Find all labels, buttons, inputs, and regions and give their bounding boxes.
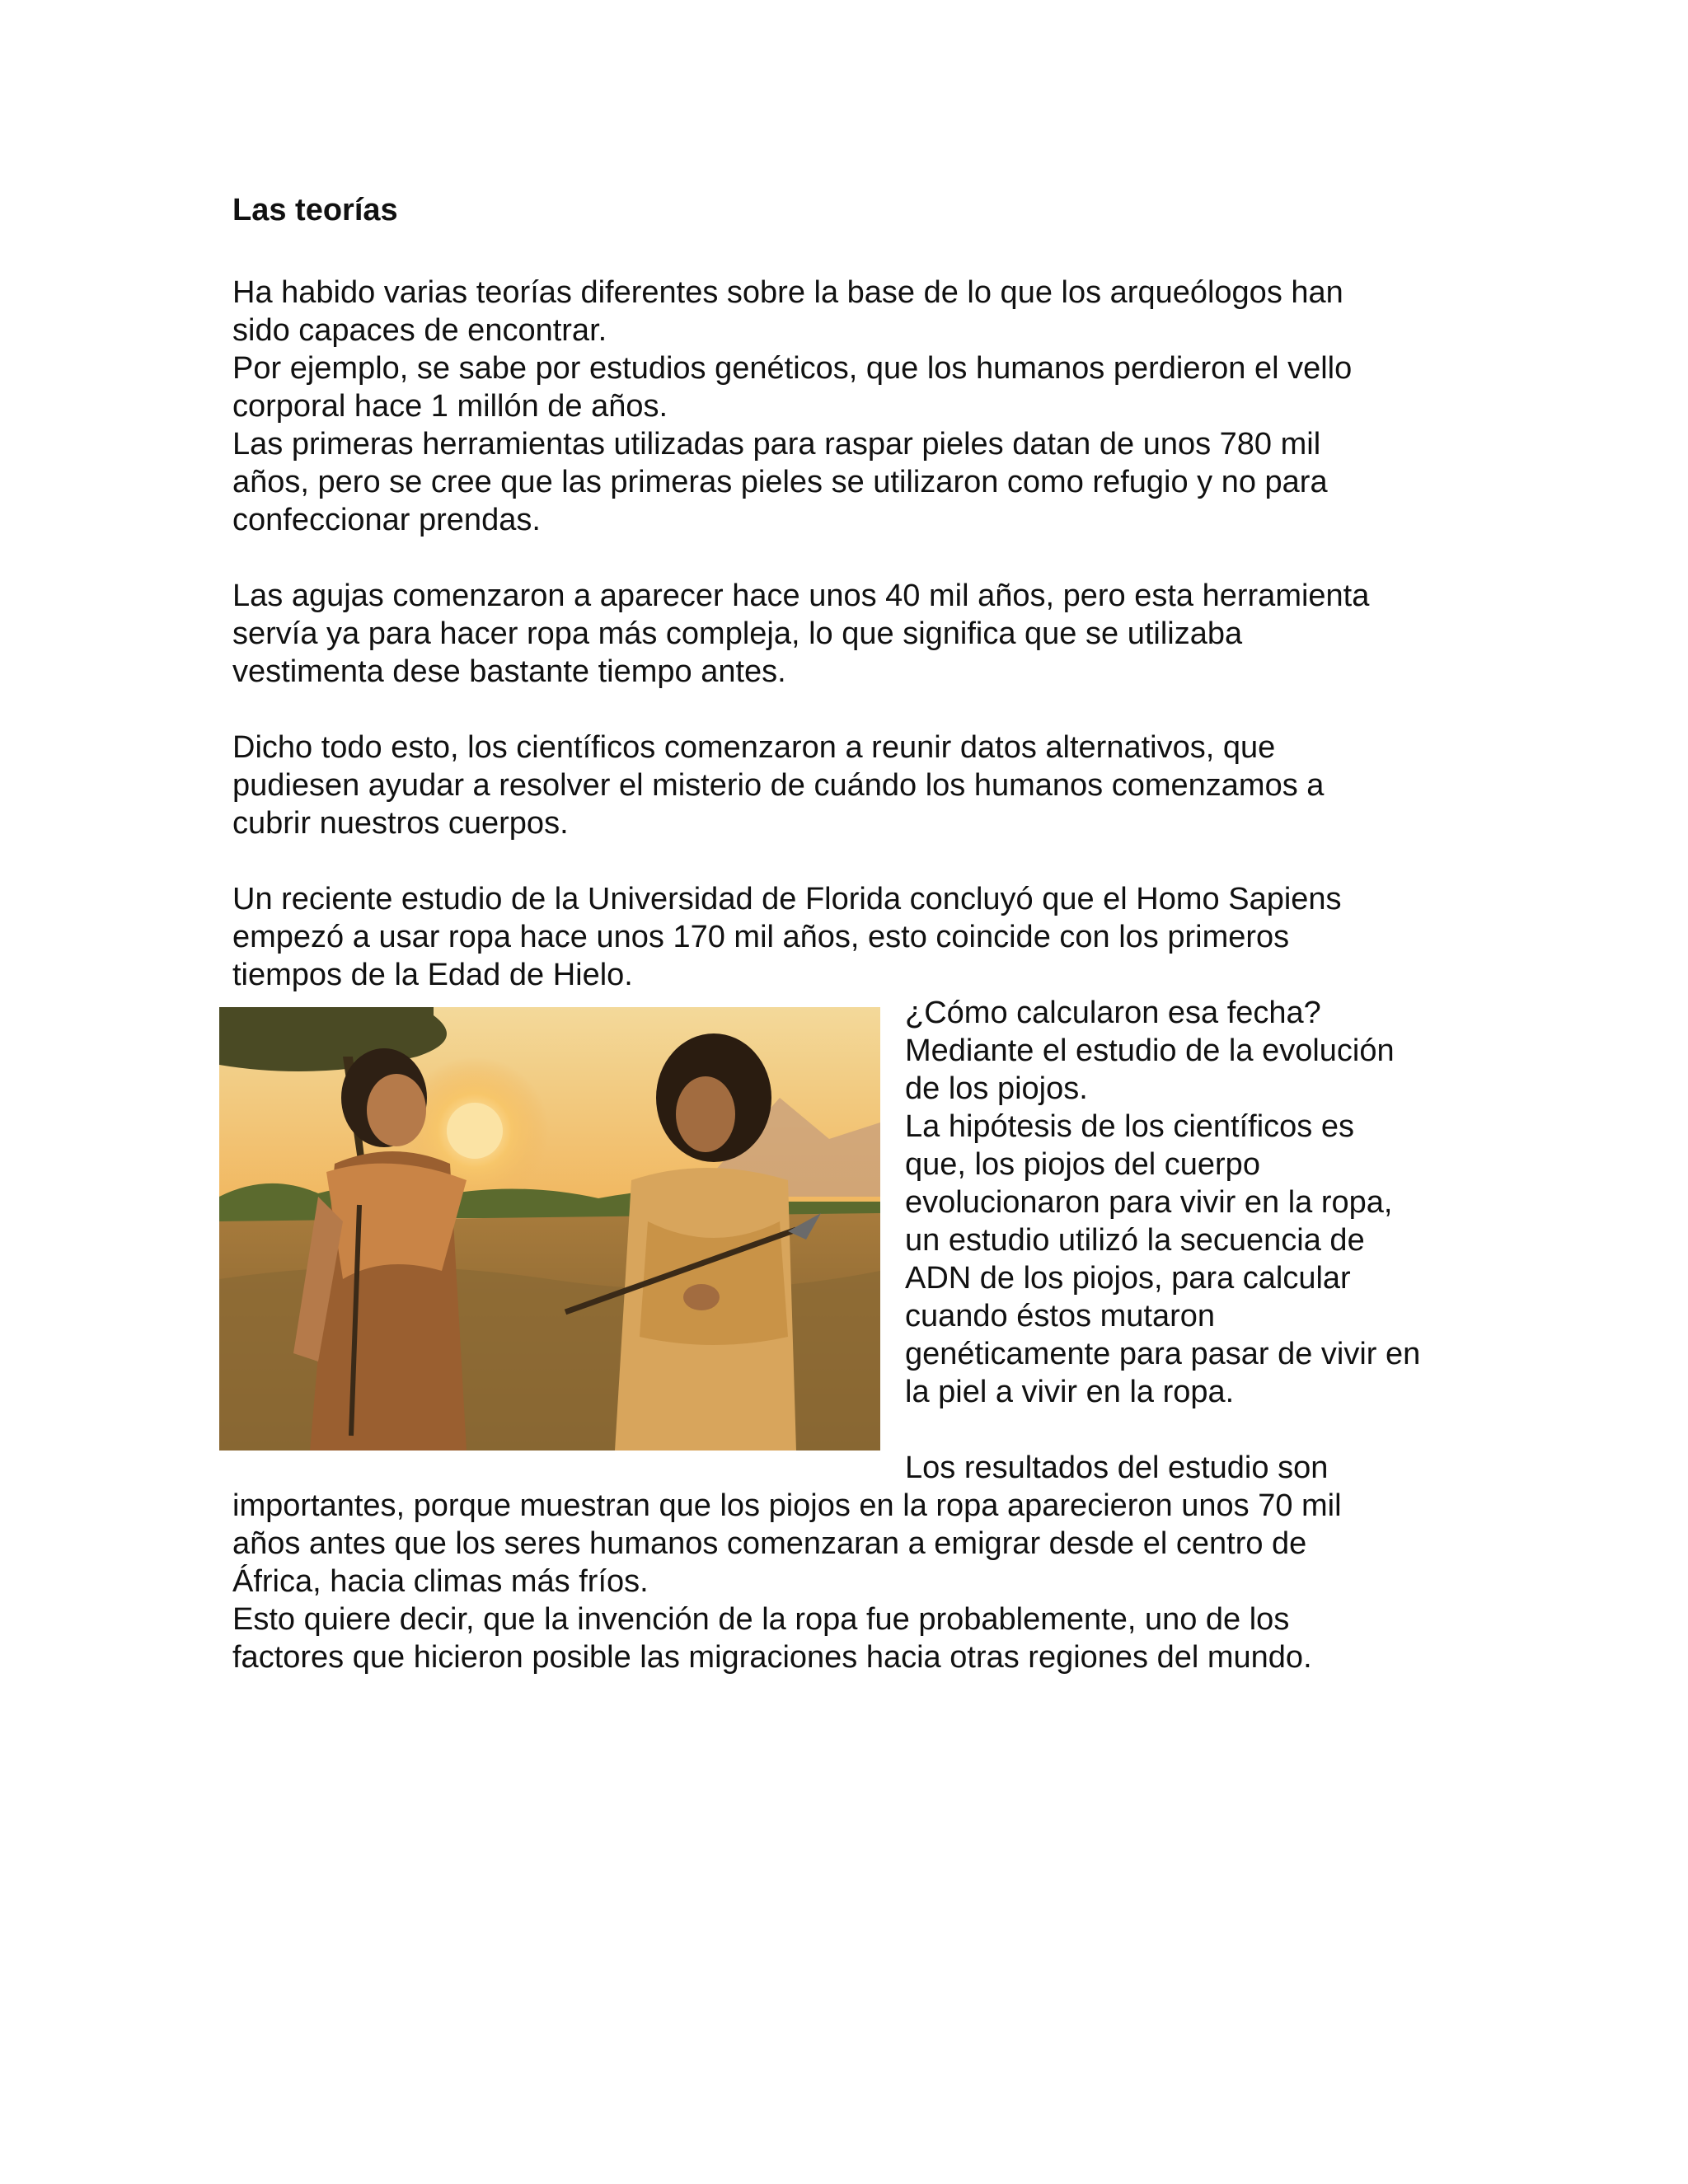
paragraph-5-line: años antes que los seres humanos comenzaran a emigrar desde el centro de: [232, 1526, 1307, 1561]
paragraph-1-line: años, pero se cree que las primeras pieles se utilizaron como refugio y no para: [232, 465, 1328, 499]
paragraph-5-line: factores que hicieron posible las migraciones hacia otras regiones del mundo.: [232, 1640, 1312, 1675]
paragraph-2-line: servía ya para hacer ropa más compleja, lo que significa que se utilizaba: [232, 616, 1243, 651]
paragraph-4-line: empezó a usar ropa hace unos 170 mil años, esto coincide con los primeros: [232, 920, 1290, 954]
paragraph-3-line: pudiesen ayudar a resolver el misterio de cuándo los humanos comenzamos a: [232, 768, 1325, 803]
side-text-line: evolucionaron para vivir en la ropa,: [905, 1185, 1393, 1220]
side-text-line: cuando éstos mutaron: [905, 1299, 1216, 1333]
paragraph-2-line: Las agujas comenzaron a aparecer hace unos 40 mil años, pero esta herramienta: [232, 579, 1370, 613]
paragraph-3-line: Dicho todo esto, los científicos comenzaron a reunir datos alternativos, que: [232, 730, 1276, 765]
side-text-line: un estudio utilizó la secuencia de: [905, 1223, 1365, 1258]
paragraph-2-line: vestimenta dese bastante tiempo antes.: [232, 654, 786, 689]
section-heading: Las teorías: [232, 193, 398, 227]
paragraph-5-line: Los resultados del estudio son: [905, 1451, 1329, 1485]
paragraph-5-line: África, hacia climas más fríos.: [232, 1564, 649, 1599]
side-text-line: la piel a vivir en la ropa.: [905, 1375, 1235, 1409]
side-text-line: La hipótesis de los científicos es: [905, 1109, 1354, 1144]
paragraph-1-line: Las primeras herramientas utilizadas para raspar pieles datan de unos 780 mil: [232, 427, 1321, 462]
paragraph-3-line: cubrir nuestros cuerpos.: [232, 806, 569, 841]
paragraph-1-line: corporal hace 1 millón de años.: [232, 389, 668, 424]
paragraph-4-line: tiempos de la Edad de Hielo.: [232, 958, 633, 992]
paragraph-4-line: Un reciente estudio de la Universidad de Florida concluyó que el Homo Sapiens: [232, 882, 1342, 916]
side-text-line: que, los piojos del cuerpo: [905, 1147, 1260, 1182]
side-text-line: de los piojos.: [905, 1071, 1088, 1106]
paragraph-1-line: Por ejemplo, se sabe por estudios genéticos, que los humanos perdieron el vello: [232, 351, 1353, 386]
side-text-line: ADN de los piojos, para calcular: [905, 1261, 1351, 1296]
prehistoric-humans-illustration: [219, 1007, 880, 1451]
side-text-line: Mediante el estudio de la evolución: [905, 1033, 1395, 1068]
side-text-line: ¿Cómo calcularon esa fecha?: [905, 996, 1321, 1030]
paragraph-1-line: Ha habido varias teorías diferentes sobre la base de lo que los arqueólogos han: [232, 275, 1343, 310]
side-text-line: genéticamente para pasar de vivir en: [905, 1337, 1421, 1371]
paragraph-5-line: Esto quiere decir, que la invención de la ropa fue probablemente, uno de los: [232, 1602, 1290, 1637]
paragraph-5-line: importantes, porque muestran que los piojos en la ropa aparecieron unos 70 mil: [232, 1488, 1342, 1523]
paragraph-1-line: confeccionar prendas.: [232, 503, 541, 537]
paragraph-1-line: sido capaces de encontrar.: [232, 313, 607, 348]
